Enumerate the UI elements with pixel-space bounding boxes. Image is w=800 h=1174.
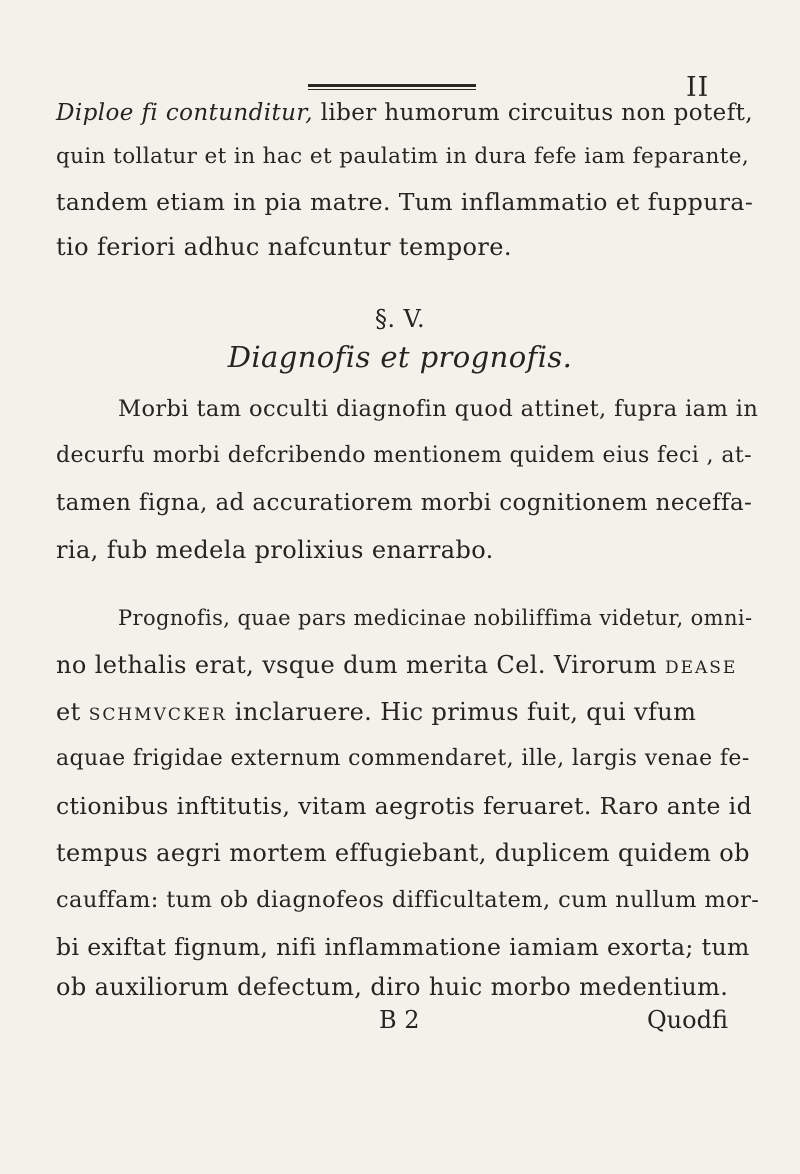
name-schmvcker: schmvcker [88,698,227,726]
paragraph-3-line-3 [56,697,696,727]
paragraph-3-line-5: ctionibus inftitutis, vitam aegrotis feruaret. Raro ante id [56,792,753,820]
line-text: inclaruere. Hic primus fuit, qui vfum [226,698,697,726]
section-title: Diagnofis et prognofis. [227,340,573,374]
paragraph-1-line-3: tandem etiam in pia matre. Tum inflammatio et fuppura- [56,188,754,216]
paragraph-1-line-1 [56,98,753,128]
paragraph-3-line-7: cauffam: tum ob diagnofeos difficultatem, cum nullum mor- [56,887,760,913]
paragraph-3-line-2 [56,650,737,680]
paragraph-2-line-2: decurfu morbi defcribendo mentionem quidem eius feci , at- [56,443,752,468]
paragraph-3-line-8: bi exiftat fignum, nifi inflammatione iamiam exorta; tum [56,933,750,961]
line-text: et [56,698,89,726]
paragraph-3-line-4: aquae frigidae externum commendaret, ille, largis venae fe- [56,746,750,771]
line-text: liber humorum circuitus non poteft, [312,100,753,126]
paragraph-3-line-9: ob auxiliorum defectum, diro huic morbo medentium. [56,973,729,1001]
name-dease: dease [664,651,738,679]
page-number: II [686,72,710,103]
header-rule [308,84,476,94]
paragraph-2-line-4: ria, fub medela prolixius enarrabo. [56,536,494,564]
paragraph-2-line-3: tamen figna, ad accuratiorem morbi cognitionem neceffa- [56,490,753,516]
paragraph-3-line-1: Prognofis, quae pars medicinae nobiliffima videtur, omni- [118,606,753,630]
catchword: Quodfi [647,1006,728,1034]
paragraph-3-line-6: tempus aegri mortem effugiebant, duplicem quidem ob [56,839,750,867]
signature-mark: B 2 [379,1006,420,1034]
paragraph-2-line-1: Morbi tam occulti diagnofin quod attinet, fupra iam in [118,396,759,422]
line-text: no lethalis erat, vsque dum merita Cel. Virorum [56,651,665,679]
paragraph-1-line-2: quin tollatur et in hac et paulatim in dura fefe iam feparante, [56,144,750,169]
lead-italic-phrase: Diploe fi contunditur, [56,100,313,126]
section-number: §. V. [374,305,426,333]
paragraph-1-line-4: tio feriori adhuc nafcuntur tempore. [56,233,512,261]
